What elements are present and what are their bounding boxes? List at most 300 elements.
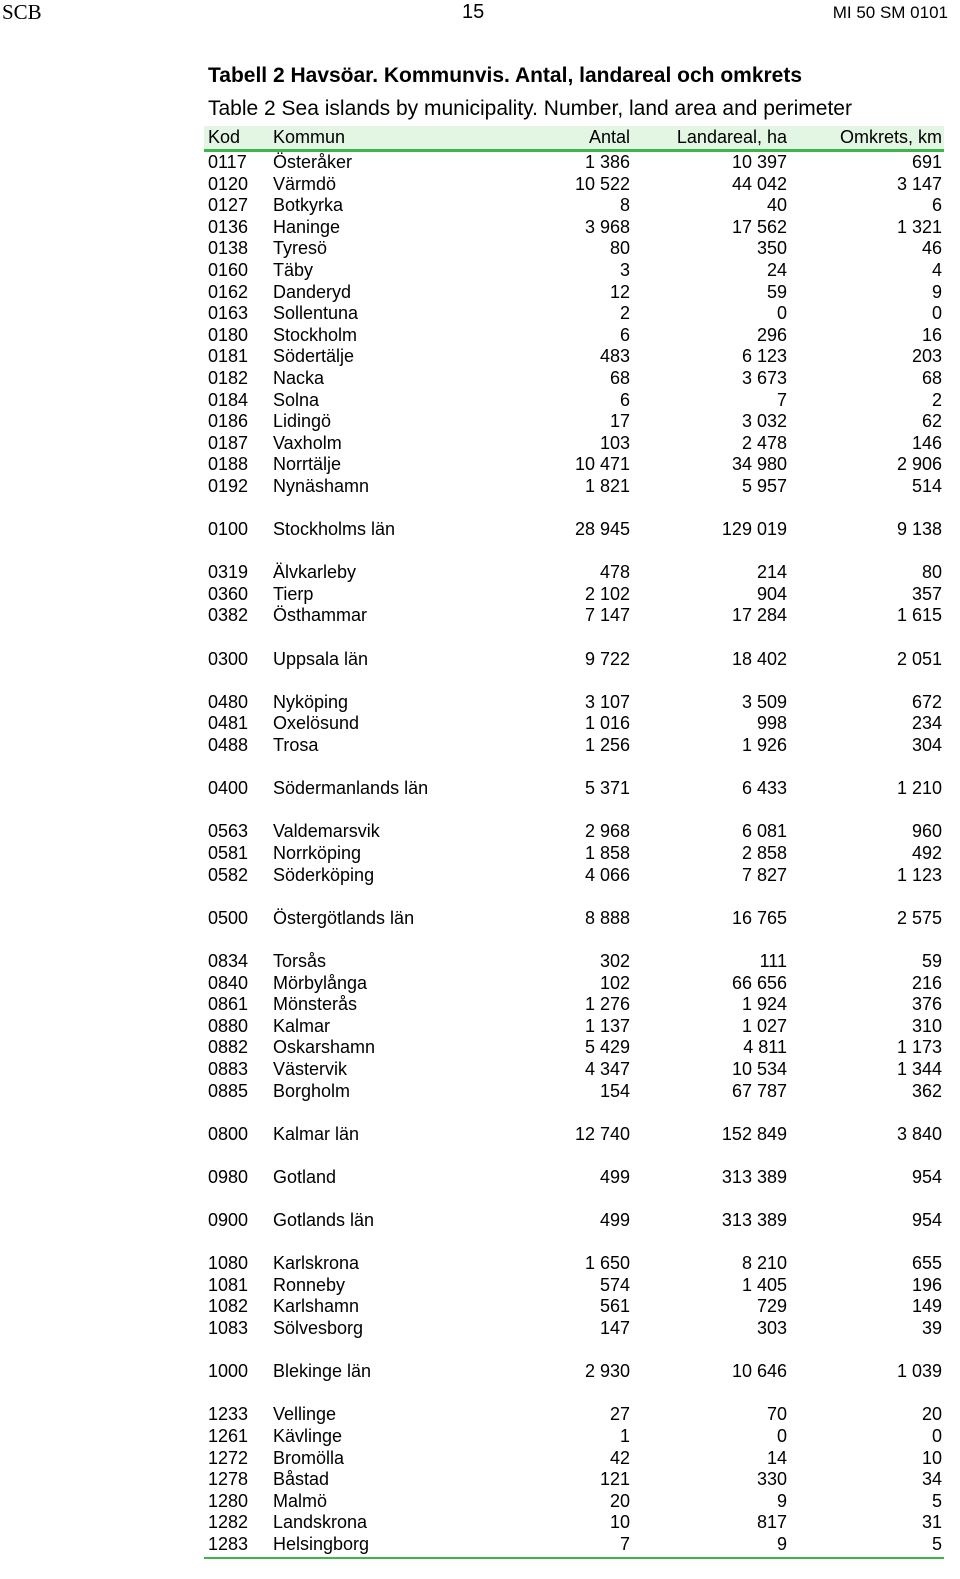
cell-kommun: Tierp (273, 583, 314, 604)
cell-kod: 0883 (208, 1058, 249, 1079)
cell-kommun: Mönsterås (273, 994, 358, 1015)
cell-kommun: Karlshamn (273, 1296, 360, 1317)
cell-omkrets: 62 (921, 411, 942, 432)
cell-kommun: Helsingborg (273, 1534, 370, 1554)
table-row (204, 735, 944, 757)
table-row (204, 238, 944, 260)
cell-antal: 3 968 (584, 216, 630, 237)
cell-omkrets: 80 (921, 562, 942, 583)
cell-landareal: 10 534 (731, 1058, 787, 1079)
cell-kod: 0581 (208, 843, 249, 863)
cell-antal: 12 (609, 281, 630, 302)
cell-antal: 10 471 (574, 454, 630, 475)
cell-antal: 20 (609, 1490, 630, 1511)
cell-omkrets: 672 (911, 691, 942, 712)
table-row (204, 303, 944, 325)
column-header-omkrets: Omkrets, km (840, 127, 942, 147)
cell-landareal: 59 (766, 281, 787, 302)
table-row (204, 411, 944, 433)
cell-kommun: Båstad (273, 1469, 330, 1490)
cell-kod: 1278 (208, 1469, 249, 1490)
table-row (204, 821, 944, 843)
table-row (204, 562, 944, 584)
cell-omkrets: 59 (921, 950, 942, 971)
cell-antal: 28 945 (574, 519, 630, 540)
cell-kommun: Östergötlands län (273, 907, 415, 928)
cell-omkrets: 234 (911, 713, 942, 734)
cell-omkrets: 376 (911, 994, 942, 1015)
table-row (204, 1426, 944, 1448)
cell-kod: 0300 (208, 648, 249, 669)
cell-antal: 8 888 (584, 907, 630, 928)
column-header-landareal: Landareal, ha (676, 127, 787, 147)
cell-antal: 561 (599, 1296, 630, 1317)
cell-landareal: 6 081 (741, 821, 787, 842)
cell-kod: 0319 (208, 562, 249, 583)
table-row (204, 1081, 944, 1103)
cell-antal: 5 429 (584, 1037, 630, 1058)
cell-kommun: Söderköping (273, 864, 375, 885)
cell-kod: 0160 (208, 259, 249, 280)
cell-omkrets: 34 (921, 1469, 942, 1490)
cell-kommun: Malmö (273, 1490, 328, 1511)
table-row (204, 1275, 944, 1297)
cell-landareal: 8 210 (741, 1253, 787, 1274)
cell-kod: 0500 (208, 907, 249, 928)
cell-kommun: Östhammar (273, 605, 368, 626)
cell-landareal: 5 957 (741, 475, 787, 496)
cell-landareal: 34 980 (731, 454, 787, 475)
cell-omkrets: 691 (911, 152, 942, 172)
cell-antal: 12 740 (574, 1123, 630, 1144)
cell-antal: 147 (599, 1318, 630, 1339)
cell-kod: 0138 (208, 238, 249, 259)
cell-omkrets: 310 (911, 1015, 942, 1036)
table-row (204, 325, 944, 347)
table-row (204, 1296, 944, 1318)
cell-kommun: Täby (273, 259, 314, 280)
cell-omkrets: 0 (931, 303, 942, 324)
table-row (204, 433, 944, 455)
cell-kod: 0800 (208, 1123, 249, 1144)
cell-kommun: Södertälje (273, 346, 355, 367)
cell-omkrets: 5 (931, 1534, 942, 1554)
cell-antal: 2 (619, 303, 630, 324)
cell-kod: 0127 (208, 195, 249, 216)
cell-landareal: 729 (756, 1296, 787, 1317)
cell-antal: 10 (609, 1512, 630, 1533)
publisher-label: SCB (2, 0, 42, 24)
cell-omkrets: 46 (921, 238, 942, 259)
cell-landareal: 18 402 (731, 648, 787, 669)
cell-kod: 1080 (208, 1253, 249, 1274)
cell-antal: 8 (619, 195, 630, 216)
cell-kommun: Vaxholm (273, 432, 342, 453)
cell-kommun: Borgholm (273, 1080, 351, 1101)
cell-landareal: 10 646 (731, 1361, 787, 1382)
cell-omkrets: 16 (921, 324, 942, 345)
cell-antal: 3 (619, 259, 630, 280)
cell-kommun: Norrtälje (273, 454, 342, 475)
table-row (204, 584, 944, 606)
cell-kod: 0100 (208, 519, 249, 540)
cell-kod: 0180 (208, 324, 249, 345)
cell-landareal: 7 827 (741, 864, 787, 885)
cell-antal: 499 (599, 1210, 630, 1231)
cell-landareal: 6 123 (741, 346, 787, 367)
cell-kod: 1272 (208, 1447, 249, 1468)
cell-kod: 1083 (208, 1318, 249, 1339)
cell-antal: 1 256 (584, 735, 630, 756)
cell-kod: 0187 (208, 432, 249, 453)
cell-kommun: Älvkarleby (273, 562, 357, 583)
cell-kommun: Norrköping (273, 843, 362, 863)
cell-kod: 0192 (208, 475, 249, 496)
cell-antal: 10 522 (574, 173, 630, 194)
cell-omkrets: 1 344 (896, 1058, 942, 1079)
cell-kod: 0980 (208, 1166, 249, 1187)
table-row (204, 994, 944, 1016)
cell-antal: 121 (599, 1469, 630, 1490)
cell-omkrets: 0 (931, 1426, 942, 1447)
cell-kommun: Danderyd (273, 281, 352, 302)
cell-landareal: 4 811 (743, 1037, 787, 1058)
cell-omkrets: 68 (921, 367, 942, 388)
cell-kommun: Kävlinge (273, 1426, 343, 1447)
cell-omkrets: 2 906 (896, 454, 942, 475)
cell-kommun: Landskrona (273, 1512, 368, 1533)
cell-landareal: 40 (766, 195, 787, 216)
cell-omkrets: 357 (911, 583, 942, 604)
cell-kod: 1081 (208, 1274, 249, 1295)
cell-kod: 1280 (208, 1490, 249, 1511)
cell-landareal: 16 765 (731, 907, 787, 928)
cell-landareal: 1 027 (741, 1015, 787, 1036)
cell-antal: 102 (599, 972, 630, 993)
cell-kod: 1000 (208, 1361, 249, 1382)
cell-antal: 17 (609, 411, 630, 432)
table-row (204, 1512, 944, 1534)
cell-kommun: Nynäshamn (273, 475, 370, 496)
table-row (204, 195, 944, 217)
cell-antal: 2 930 (584, 1361, 630, 1382)
cell-antal: 483 (599, 346, 630, 367)
cell-landareal: 330 (756, 1469, 787, 1490)
cell-kod: 1282 (208, 1512, 249, 1533)
cell-landareal: 350 (756, 238, 787, 259)
cell-omkrets: 216 (911, 972, 942, 993)
cell-landareal: 17 562 (731, 216, 787, 237)
cell-omkrets: 9 (931, 281, 942, 302)
cell-kod: 1261 (208, 1426, 249, 1447)
cell-landareal: 111 (759, 950, 787, 971)
cell-omkrets: 304 (911, 735, 942, 756)
cell-antal: 6 (619, 324, 630, 345)
cell-omkrets: 1 210 (896, 778, 942, 799)
cell-kommun: Oxelösund (273, 713, 360, 734)
cell-kod: 0882 (208, 1037, 249, 1058)
cell-landareal: 904 (756, 583, 787, 604)
cell-landareal: 1 926 (741, 735, 787, 756)
cell-kod: 0117 (208, 152, 247, 172)
cell-kommun: Gotland (273, 1166, 337, 1187)
cell-kommun: Blekinge län (273, 1361, 372, 1382)
cell-kommun: Stockholms län (273, 519, 396, 540)
cell-omkrets: 196 (911, 1274, 942, 1295)
table-row (204, 1491, 944, 1513)
column-header-kod: Kod (208, 127, 241, 147)
cell-omkrets: 2 (931, 389, 942, 410)
cell-kod: 0582 (208, 864, 249, 885)
cell-antal: 4 066 (584, 864, 630, 885)
table-row (204, 1037, 944, 1059)
cell-antal: 1 016 (584, 713, 630, 734)
cell-landareal: 67 787 (731, 1080, 787, 1101)
cell-antal: 154 (599, 1080, 630, 1101)
cell-kommun: Värmdö (273, 173, 337, 194)
cell-kod: 0188 (208, 454, 249, 475)
cell-kommun: Botkyrka (273, 195, 344, 216)
cell-kommun: Trosa (273, 735, 319, 756)
cell-kommun: Uppsala län (273, 648, 369, 669)
cell-kommun: Solna (273, 389, 320, 410)
cell-kod: 0900 (208, 1210, 249, 1231)
table-row (204, 713, 944, 735)
cell-landareal: 17 284 (731, 605, 787, 626)
cell-landareal: 313 389 (721, 1210, 787, 1231)
cell-omkrets: 3 840 (896, 1123, 942, 1144)
table-title-swedish: Tabell 2 Havsöar. Kommunvis. Antal, landareal och omkrets (208, 64, 803, 87)
cell-kommun: Lidingö (273, 411, 332, 432)
cell-kod: 0162 (208, 281, 249, 302)
cell-landareal: 24 (766, 259, 787, 280)
table-row (204, 260, 944, 282)
cell-landareal: 296 (756, 324, 787, 345)
table-row (204, 605, 944, 627)
cell-omkrets: 6 (931, 195, 942, 216)
cell-landareal: 303 (756, 1318, 787, 1339)
cell-kommun: Valdemarsvik (273, 821, 380, 842)
cell-kommun: Oskarshamn (273, 1037, 376, 1058)
cell-omkrets: 514 (911, 475, 942, 496)
cell-omkrets: 31 (921, 1512, 942, 1533)
cell-kod: 0182 (208, 367, 249, 388)
cell-antal: 1 386 (584, 152, 630, 172)
cell-omkrets: 1 039 (896, 1361, 942, 1382)
cell-kod: 0136 (208, 216, 249, 237)
table-row (204, 843, 944, 865)
table-row (204, 346, 944, 368)
cell-kommun: Österåker (273, 152, 353, 172)
cell-kod: 0163 (208, 303, 249, 324)
cell-kod: 0120 (208, 173, 249, 194)
cell-kommun: Torsås (273, 950, 327, 971)
table-body (204, 152, 944, 1556)
table-row (204, 1404, 944, 1426)
cell-kommun: Haninge (273, 216, 341, 237)
cell-landareal: 1 924 (741, 994, 787, 1015)
cell-antal: 80 (609, 238, 630, 259)
table-header-row (204, 126, 944, 152)
table-row (204, 390, 944, 412)
cell-landareal: 152 849 (721, 1123, 787, 1144)
table-row (204, 152, 944, 174)
cell-omkrets: 3 147 (896, 173, 942, 194)
cell-antal: 302 (599, 950, 630, 971)
table-row (204, 649, 944, 671)
cell-kommun: Nacka (273, 367, 325, 388)
cell-landareal: 9 (776, 1534, 787, 1554)
cell-kod: 0563 (208, 821, 249, 842)
cell-kod: 0840 (208, 972, 249, 993)
cell-antal: 3 107 (584, 691, 630, 712)
cell-omkrets: 39 (921, 1318, 942, 1339)
cell-omkrets: 2 051 (896, 648, 942, 669)
cell-landareal: 0 (776, 1426, 787, 1447)
table-row (204, 1448, 944, 1470)
table-row (204, 778, 944, 800)
cell-omkrets: 1 173 (896, 1037, 942, 1058)
column-header-kommun: Kommun (273, 127, 346, 147)
cell-antal: 2 968 (584, 821, 630, 842)
cell-omkrets: 655 (911, 1253, 942, 1274)
cell-antal: 7 147 (584, 605, 630, 626)
cell-omkrets: 20 (921, 1404, 942, 1425)
table-row (204, 1167, 944, 1189)
column-header-antal: Antal (588, 127, 630, 147)
cell-antal: 5 371 (584, 778, 630, 799)
cell-antal: 68 (609, 367, 630, 388)
cell-landareal: 313 389 (721, 1166, 787, 1187)
cell-antal: 9 722 (584, 648, 630, 669)
table-row (204, 1534, 944, 1556)
cell-antal: 1 821 (584, 475, 630, 496)
cell-antal: 27 (609, 1404, 630, 1425)
cell-kommun: Vellinge (273, 1404, 337, 1425)
cell-landareal: 9 (776, 1490, 787, 1511)
cell-landareal: 2 858 (741, 843, 787, 863)
table-row (204, 476, 944, 498)
table-row (204, 282, 944, 304)
table-row (204, 692, 944, 714)
cell-kommun: Karlskrona (273, 1253, 360, 1274)
table-row (204, 908, 944, 930)
table-row (204, 865, 944, 887)
cell-landareal: 10 397 (731, 152, 787, 172)
cell-kod: 1233 (208, 1404, 249, 1425)
cell-kod: 0400 (208, 778, 249, 799)
cell-landareal: 66 656 (731, 972, 787, 993)
cell-antal: 4 347 (584, 1058, 630, 1079)
page-number: 15 (462, 1, 485, 23)
cell-antal: 499 (599, 1166, 630, 1187)
cell-omkrets: 203 (911, 346, 942, 367)
cell-landareal: 817 (756, 1512, 787, 1533)
cell-kod: 0184 (208, 389, 249, 410)
islands-table (204, 126, 944, 1559)
cell-kod: 0360 (208, 583, 249, 604)
cell-omkrets: 492 (911, 843, 942, 863)
table-row (204, 973, 944, 995)
cell-kommun: Nyköping (273, 691, 349, 712)
report-id: MI 50 SM 0101 (832, 3, 948, 22)
cell-antal: 478 (599, 562, 630, 583)
cell-omkrets: 146 (911, 432, 942, 453)
cell-kommun: Sollentuna (273, 303, 359, 324)
cell-kod: 0861 (208, 994, 249, 1015)
cell-omkrets: 954 (911, 1210, 942, 1231)
cell-omkrets: 1 321 (896, 216, 942, 237)
cell-kod: 0186 (208, 411, 249, 432)
cell-omkrets: 960 (911, 821, 942, 842)
table-row (204, 1016, 944, 1038)
cell-antal: 1 (619, 1426, 630, 1447)
cell-antal: 6 (619, 389, 630, 410)
table-row (204, 454, 944, 476)
table-title-english: Table 2 Sea islands by municipality. Number, land area and perimeter (208, 97, 852, 120)
cell-kod: 0481 (208, 713, 249, 734)
cell-kommun: Mörbylånga (273, 972, 368, 993)
cell-omkrets: 149 (911, 1296, 942, 1317)
cell-omkrets: 954 (911, 1166, 942, 1187)
cell-omkrets: 9 138 (896, 519, 942, 540)
cell-kommun: Ronneby (273, 1274, 346, 1295)
cell-kod: 0382 (208, 605, 249, 626)
cell-kod: 0880 (208, 1015, 249, 1036)
cell-kommun: Gotlands län (273, 1210, 375, 1231)
cell-kommun: Stockholm (273, 324, 358, 345)
cell-kommun: Kalmar län (273, 1123, 360, 1144)
cell-landareal: 129 019 (721, 519, 787, 540)
cell-landareal: 3 032 (741, 411, 787, 432)
table-row (204, 1361, 944, 1383)
table-row (204, 174, 944, 196)
cell-antal: 574 (599, 1274, 630, 1295)
cell-kommun: Västervik (273, 1058, 348, 1079)
cell-kod: 1082 (208, 1296, 249, 1317)
table-row (204, 1124, 944, 1146)
table-row (204, 1210, 944, 1232)
cell-omkrets: 2 575 (896, 907, 942, 928)
cell-landareal: 7 (776, 389, 787, 410)
cell-landareal: 1 405 (741, 1274, 787, 1295)
cell-kod: 0885 (208, 1080, 249, 1101)
cell-omkrets: 1 123 (896, 864, 942, 885)
cell-omkrets: 362 (911, 1080, 942, 1101)
cell-landareal: 3 673 (741, 367, 787, 388)
cell-landareal: 44 042 (731, 173, 787, 194)
cell-kod: 1283 (208, 1534, 249, 1554)
cell-antal: 2 102 (584, 583, 630, 604)
cell-landareal: 2 478 (741, 432, 787, 453)
table-row (204, 217, 944, 239)
cell-landareal: 6 433 (741, 778, 787, 799)
table-row (204, 1253, 944, 1275)
cell-kommun: Södermanlands län (273, 778, 429, 799)
cell-antal: 1 650 (584, 1253, 630, 1274)
cell-kod: 0488 (208, 735, 249, 756)
table-row (204, 1469, 944, 1491)
cell-omkrets: 5 (931, 1490, 942, 1511)
table-row (204, 1059, 944, 1081)
table-bottom-rule (204, 1557, 944, 1559)
page-header (0, 0, 960, 26)
cell-landareal: 3 509 (741, 691, 787, 712)
cell-antal: 42 (609, 1447, 630, 1468)
table-row (204, 1318, 944, 1340)
cell-kod: 0834 (208, 950, 249, 971)
cell-kommun: Bromölla (273, 1447, 345, 1468)
